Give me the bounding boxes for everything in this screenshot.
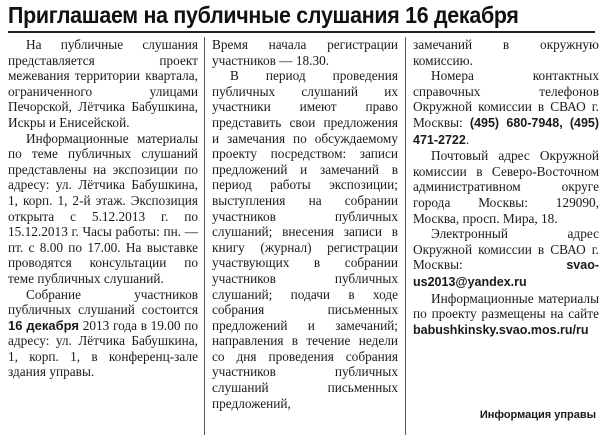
meeting-text-start: Собрание участников публичных слушаний состоится (8, 286, 198, 318)
article-column-2 (212, 37, 398, 411)
paragraph-registration: Время начала регистрации участников — 18.30. (212, 37, 398, 68)
column-divider-2 (405, 37, 406, 435)
email-intro: Электронный адрес Окружной комиссии в СВАО г. Москвы: (413, 226, 599, 273)
article-source: Информация управы (479, 409, 596, 421)
paragraph-meeting (8, 287, 198, 381)
paragraph-project: На публичные слушания представляется проект межевания территории квартала, ограниченного улицами Печорской, Лётчика Бабушкина, Искры и Енисейской. (8, 37, 198, 130)
website-intro: Информационные материалы по проекту размещены на сайте (413, 290, 599, 322)
meeting-text-end: 2013 года в 19.00 по адресу: ул. Лётчика Бабушкина, 1, корп. 1, в конференц-зале здания управы. (8, 317, 198, 380)
meeting-date: 16 декабря (8, 317, 80, 333)
headline-rule (8, 31, 595, 33)
phones-intro: Номера контактных справочных телефонов Окружной комиссии в СВАО г. Москвы: (413, 68, 599, 130)
article-column-1 (8, 37, 198, 380)
paragraph-remarks-end: замечаний в окружную комиссию. (413, 37, 599, 68)
email-address: svao-us2013@yandex.ru (413, 258, 599, 289)
paragraph-phones (413, 68, 599, 148)
paragraph-website (413, 291, 599, 339)
paragraph-exposition: Информационные материалы по теме публичных слушаний представлены на экспозиции по адресу: ул. Лётчика Бабушкина, 1, корп. 1, 2-й этаж. Экспозиция открыта с 5.12.2013 г. по 15.12.2013 г. Часы работы: пн. — пт. с 8.00 по 17.00. На выставке проводятся консультации по теме публичных слушаний. (8, 130, 198, 286)
paragraph-email (413, 226, 599, 290)
phones-end: . (465, 131, 470, 147)
phone-number-2: (495) 471-2722 (413, 115, 600, 147)
paragraph-postal-address: Почтовый адрес Окружной комиссии в Северо-Восточном административном округе города Москвы: 129090, Москва, просп. Мира, 18. (413, 148, 599, 226)
website-link: babushkinsky.svao.mos.ru/ru (413, 322, 589, 337)
article-headline: Приглашаем на публичные слушания 16 декабря (8, 2, 519, 28)
paragraph-participants-rights: В период проведения публичных слушаний их участники имеют право представить свои предложения и замечания по обсуждаемому проекту посредством: записи предложений и замечаний в период работы экспозиции; выступления на собрании участников публичных слушаний; внесения записи в книгу (журнал) регистрации участвующих в собрании участников публичных слушаний; подачи в ходе собрания письменных предложений и замечаний; направления в течение недели со дня проведения собрания участников публичных слушаний письменных предложений, (212, 68, 398, 411)
article-column-3 (413, 37, 599, 338)
column-divider-1 (204, 37, 205, 435)
phone-number-1: (495) 680-7948, (469, 115, 563, 130)
